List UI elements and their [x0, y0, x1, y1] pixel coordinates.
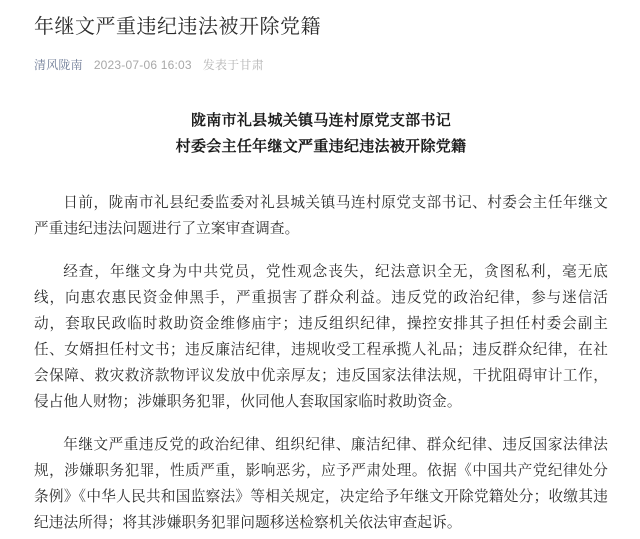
article-header [0, 0, 640, 74]
article-paragraph: 日前，陇南市礼县纪委监委对礼县城关镇马连村原党支部书记、村委会主任年继文严重违纪违法问题进行了立案审查调查。 [34, 195, 608, 237]
article-meta [34, 56, 610, 74]
article-subheadline [34, 108, 608, 160]
article-paragraph: 经查，年继文身为中共党员，党性观念丧失，纪法意识全无，贪图私利，毫无底线，向惠农惠民资金伸黑手，严重损害了群众利益。违反党的政治纪律，参与迷信活动，套取民政临时救助资金维修庙宇；违反组织纪律，操控安排其子担任村委会副主任、女婿担任村文书；违反廉洁纪律，违规收受工程承揽人礼品；违反群众纪律，在社会保障、救灾救济款物评议发放中优亲厚友；违反国家法律法规，干扰阻碍审计工作，侵占他人财物；涉嫌职务犯罪，伙同他人套取国家临时救助资金。 [34, 264, 608, 410]
meta-publish-datetime: 2023-07-06 16:03 [93, 58, 192, 72]
meta-source-account[interactable]: 清风陇南 [34, 58, 83, 72]
page-title: 年继文严重违纪违法被开除党籍 [34, 16, 321, 38]
article-paragraph: 年继文严重违反党的政治纪律、组织纪律、廉洁纪律、群众纪律、违反国家法律法规，涉嫌职务犯罪，性质严重，影响恶劣，应予严肃处理。依据《中国共产党纪律处分条例》《中华人民共和国监察法》等相关规定，决定给予年继文开除党籍处分；收缴其违纪违法所得；将其涉嫌职务犯罪问题移送检察机关依法审查起诉。 [34, 437, 608, 531]
article-body [0, 108, 640, 536]
meta-publish-location: 发表于甘肃 [202, 58, 264, 72]
subheadline-line-1: 陇南市礼县城关镇马连村原党支部书记 [190, 112, 452, 129]
subheadline-line-2: 村委会主任年继文严重违纪违法被开除党籍 [175, 138, 467, 155]
